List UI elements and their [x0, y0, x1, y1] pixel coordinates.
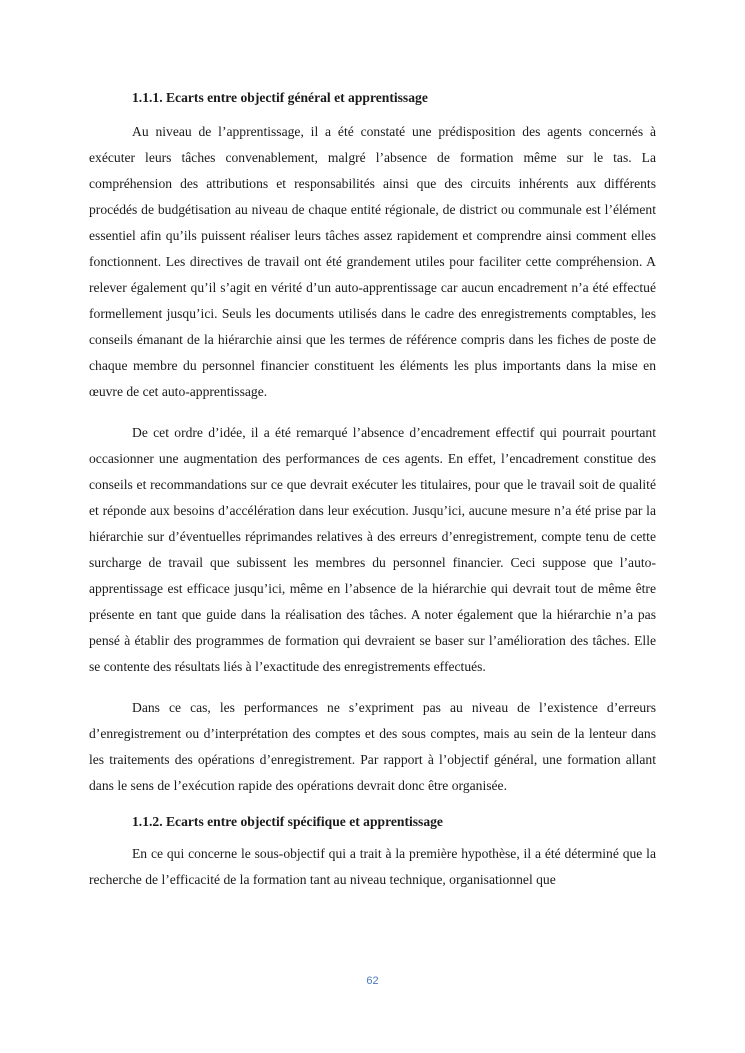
paragraph-sous-objectif: En ce qui concerne le sous-objectif qui a trait à la première hypothèse, il a été déterminé que la recherche de l’efficacité de la formation tant au niveau technique, organisationnel que: [89, 846, 656, 887]
page-number: 62: [366, 975, 379, 987]
section-heading-1-1-2: 1.1.2. Ecarts entre objectif spécifique et apprentissage: [132, 814, 443, 829]
paragraph-apprentissage: Au niveau de l’apprentissage, il a été constaté une prédisposition des agents concernés à exécuter leurs tâches convenablement, malgré l’absence de formation même sur le tas. La compréhension des attributions et responsabilités ainsi que des circuits inhérents aux différents procédés de budgétisation au niveau de chaque entité régionale, de district ou communale est l’élément essentiel afin qu’ils puissent réaliser leurs tâches assez rapidement et comprendre ainsi comment elles fonctionnent. Les directives de travail ont été grandement utiles pour faciliter cette compréhension. A relever également qu’il s’agit en vérité d’un auto-apprentissage car aucun encadrement n’a été effectué formellement jusqu’ici. Seuls les documents utilisés dans le cadre des enregistrements comptables, les conseils émanant de la hiérarchie ainsi que les termes de référence compris dans les fiches de poste de chaque membre du personnel financier constituent les éléments les plus importants dans la mise en œuvre de cet auto-apprentissage.: [89, 124, 656, 399]
document-page: [89, 82, 656, 893]
paragraph-encadrement: De cet ordre d’idée, il a été remarqué l’absence d’encadrement effectif qui pourrait pourtant occasionner une augmentation des performances de ces agents. En effet, l’encadrement constitue des conseils et recommandations sur ce que devrait exécuter les titulaires, pour que le travail soit de qualité et réponde aux besoins d’accélération dans leur exécution. Jusqu’ici, aucune mesure n’a été prise par la hiérarchie sur d’éventuelles réprimandes relatives à des erreurs d’enregistrement, compte tenu de cette surcharge de travail que subissent les membres du personnel financier. Ceci suppose que l’auto-apprentissage est efficace jusqu’ici, même en l’absence de la hiérarchie qui devrait tout de même être présente en tant que guide dans la réalisation des tâches. A noter également que la hiérarchie n’a pas pensé à établir des programmes de formation qui devraient se baser sur l’amélioration des tâches. Elle se contente des résultats liés à l’exactitude des enregistrements effectués.: [89, 425, 656, 674]
paragraph-performances: Dans ce cas, les performances ne s’expriment pas au niveau de l’existence d’erreurs d’enregistrement ou d’interprétation des comptes et des sous comptes, mais au sein de la lenteur dans les traitements des opérations d’enregistrement. Par rapport à l’objectif général, une formation allant dans le sens de l’exécution rapide des opérations devrait donc être organisée.: [89, 700, 656, 793]
section-heading-1-1-1: 1.1.1. Ecarts entre objectif général et apprentissage: [132, 90, 428, 105]
